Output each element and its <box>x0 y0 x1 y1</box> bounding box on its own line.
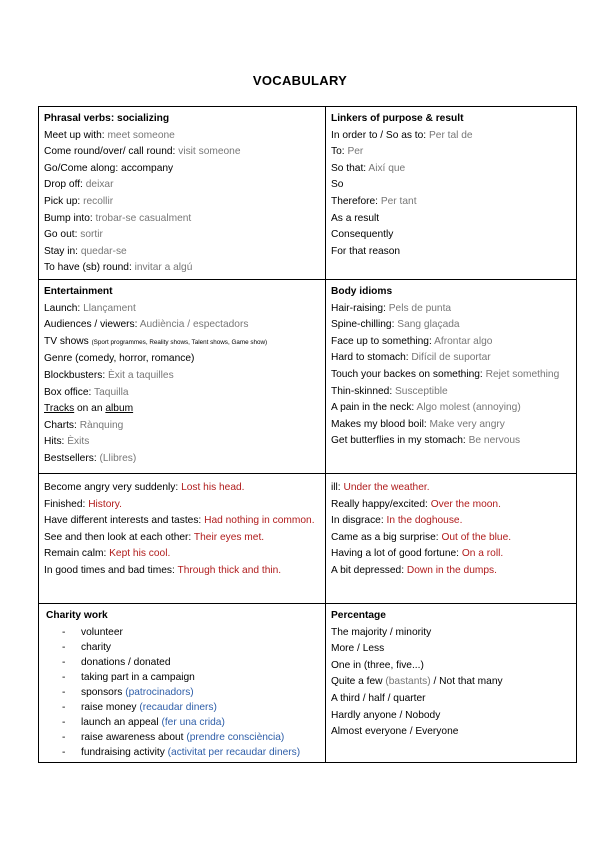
translation: Difícil de suportar <box>411 352 491 364</box>
term: Pick up: <box>44 195 81 207</box>
translation: Per tal de <box>428 129 473 141</box>
translation: Èxits <box>67 436 90 448</box>
term: Go out: <box>44 229 78 241</box>
term: Hair-raising: <box>331 302 386 314</box>
translation: Algo molest (annoying) <box>416 402 521 414</box>
vocab-item <box>331 317 571 334</box>
translation: sortir <box>80 229 103 241</box>
vocab-item: The majority / minority <box>331 626 432 638</box>
page-title: VOCABULARY <box>252 73 348 88</box>
translation: Make very angry <box>429 418 505 430</box>
term: To: <box>331 146 345 158</box>
vocab-item <box>44 211 320 228</box>
translation: Sang glaçada <box>397 319 460 331</box>
percentage-cell <box>326 603 577 762</box>
term: For that reason <box>331 245 401 257</box>
term: Launch: <box>44 302 81 314</box>
translation: Èxit a taquilles <box>108 369 174 381</box>
table-row <box>39 473 577 603</box>
term: donations / donated <box>81 656 171 668</box>
translation: Susceptible <box>395 385 448 397</box>
vocab-item <box>331 417 571 434</box>
list-item <box>62 745 320 760</box>
term: Finished: <box>44 498 86 510</box>
term: Quite a few <box>331 676 383 688</box>
translation: (bastants) <box>385 676 431 688</box>
term: raise money <box>81 701 137 713</box>
translation: accompany <box>121 162 174 174</box>
vocab-item <box>331 674 571 691</box>
vocab-item: More / Less <box>331 643 385 655</box>
term: Go/Come along: <box>44 162 119 174</box>
idiom: Under the weather. <box>343 481 430 493</box>
list-item <box>62 715 320 730</box>
list-item <box>62 685 320 700</box>
vocab-item <box>44 194 320 211</box>
term: Box office: <box>44 386 92 398</box>
translation: (Llibres) <box>99 452 137 464</box>
vocab-item <box>331 177 571 194</box>
vocab-item <box>44 563 320 580</box>
vocab-item <box>331 513 571 530</box>
vocab-item <box>331 128 571 145</box>
vocab-item <box>331 433 571 450</box>
term: ill: <box>331 481 341 493</box>
term: Have different interests and tastes: <box>44 515 202 527</box>
vocab-item <box>331 367 571 384</box>
vocab-item <box>44 144 320 161</box>
term: So that: <box>331 162 367 174</box>
idiom: In the doghouse. <box>386 515 463 527</box>
term: charity <box>81 641 112 653</box>
translation: Llançament <box>83 302 136 314</box>
term: Become angry very suddenly: <box>44 481 179 493</box>
term: In disgrace: <box>331 515 384 527</box>
charity-work-cell <box>39 603 326 762</box>
term: / Not that many <box>433 676 503 688</box>
vocab-item <box>44 418 320 435</box>
translation: meet someone <box>107 129 175 141</box>
vocab-item <box>44 351 320 368</box>
section-heading: Phrasal verbs: socializing <box>44 113 170 124</box>
term: raise awareness about <box>81 731 184 743</box>
translation: Audiència / espectadors <box>139 319 249 331</box>
term: Having a lot of good fortune: <box>331 548 459 560</box>
term: Hits: <box>44 436 65 448</box>
term: album <box>105 403 134 415</box>
idiom: Lost his head. <box>181 481 245 493</box>
list-item <box>62 640 320 655</box>
section-heading: Entertainment <box>44 285 113 297</box>
vocab-item <box>331 400 571 417</box>
vocab-item <box>44 260 320 277</box>
term: Remain calm: <box>44 548 107 560</box>
term: Touch your backes on something: <box>331 368 483 380</box>
table-row <box>39 107 577 280</box>
term: Tracks <box>44 403 75 415</box>
idiom: Down in the dumps. <box>406 564 497 576</box>
section-heading: Charity work <box>46 609 108 621</box>
vocab-item <box>331 227 571 244</box>
translation: Per <box>347 146 364 158</box>
term: Face up to something: <box>331 335 432 347</box>
translation: (recaudar diners) <box>139 701 217 713</box>
vocab-item <box>331 350 571 367</box>
vocab-item <box>44 177 320 194</box>
term: Bump into: <box>44 212 93 224</box>
vocab-item: Almost everyone / Everyone <box>331 726 459 738</box>
vocab-item <box>44 530 320 547</box>
term: A pain in the neck: <box>331 402 415 414</box>
term: Bestsellers: <box>44 452 97 464</box>
idiom: Kept his cool. <box>109 548 171 560</box>
idioms-left-cell <box>39 473 326 603</box>
term: In order to / So as to: <box>331 129 427 141</box>
translation: Rejet something <box>485 368 560 380</box>
idiom: Had nothing in common. <box>204 515 315 527</box>
term: So <box>331 179 344 191</box>
term: Really happy/excited: <box>331 498 428 510</box>
vocab-item <box>331 301 571 318</box>
vocab-item <box>44 128 320 145</box>
vocab-item <box>44 161 320 178</box>
vocab-item <box>44 368 320 385</box>
vocab-item <box>44 546 320 563</box>
term: As a result <box>331 212 380 224</box>
vocab-item <box>331 384 571 401</box>
term: A bit depressed: <box>331 564 405 576</box>
idiom: Their eyes met. <box>193 531 265 543</box>
term: Came as a big surprise: <box>331 531 439 543</box>
vocab-item <box>44 513 320 530</box>
table-row <box>39 603 577 762</box>
term: See and then look at each other: <box>44 531 192 543</box>
idiom: Through thick and thin. <box>177 564 282 576</box>
list-item <box>62 655 320 670</box>
term: Blockbusters: <box>44 369 106 381</box>
vocab-item <box>331 194 571 211</box>
term: Genre (comedy, horror, romance) <box>44 353 195 365</box>
entertainment-cell <box>39 279 326 473</box>
translation: Rànquing <box>79 419 124 431</box>
translation: (prendre consciència) <box>186 731 285 743</box>
term: Hard to stomach: <box>331 352 409 364</box>
idiom: Out of the blue. <box>441 531 512 543</box>
translation: Així que <box>368 162 406 174</box>
vocab-item <box>44 385 320 402</box>
term: Meet up with: <box>44 129 105 141</box>
translation: Afrontar algo <box>434 335 493 347</box>
idiom: History. <box>88 498 122 510</box>
connector: on an <box>74 403 106 415</box>
vocab-item <box>44 480 320 497</box>
term: volunteer <box>81 626 123 638</box>
table-row <box>39 279 577 473</box>
term: fundraising activity <box>81 746 165 758</box>
vocab-item <box>331 480 571 497</box>
vocab-item: A third / half / quarter <box>331 692 426 704</box>
vocab-item <box>331 334 571 351</box>
vocab-item <box>44 451 320 468</box>
list-item <box>62 670 320 685</box>
linkers-cell <box>326 107 577 280</box>
term: Audiences / viewers: <box>44 319 138 331</box>
translation: invitar a algú <box>134 262 193 274</box>
term: To have (sb) round: <box>44 262 132 274</box>
term: Come round/over/ call round: <box>44 146 176 158</box>
vocab-item <box>331 497 571 514</box>
term: sponsors <box>81 686 123 698</box>
term: In good times and bad times: <box>44 564 175 576</box>
term: Get butterflies in my stomach: <box>331 435 466 447</box>
idiom: On a roll. <box>461 548 504 560</box>
translation: Pels de punta <box>388 302 452 314</box>
idioms-right-cell <box>326 473 577 603</box>
phrasal-verbs-cell <box>39 107 326 280</box>
vocab-item <box>44 401 320 418</box>
translation: deixar <box>85 179 114 191</box>
vocab-item <box>44 301 320 318</box>
term: Therefore: <box>331 195 378 207</box>
section-heading: Body idioms <box>331 285 393 297</box>
vocab-item <box>44 497 320 514</box>
note: (Sport programmes, Reality shows, Talent shows, Game show) <box>91 338 268 346</box>
term: Stay in: <box>44 245 78 257</box>
term: Makes my blood boil: <box>331 418 427 430</box>
vocab-item <box>331 211 571 228</box>
list-item <box>62 730 320 745</box>
vocab-item <box>331 144 571 161</box>
translation: trobar-se casualment <box>95 212 192 224</box>
vocab-item <box>331 161 571 178</box>
translation: (patrocinadors) <box>125 686 194 698</box>
list-item <box>62 625 320 640</box>
vocab-item <box>331 563 571 580</box>
translation: quedar-se <box>80 245 127 257</box>
vocab-item <box>44 334 320 352</box>
term: Spine-chilling: <box>331 319 395 331</box>
term: Drop off: <box>44 179 83 191</box>
term: taking part in a campaign <box>81 671 195 683</box>
charity-list <box>44 625 320 760</box>
term: launch an appeal <box>81 716 159 728</box>
vocab-item: One in (three, five...) <box>331 659 424 671</box>
translation: recollir <box>83 195 114 207</box>
term: Charts: <box>44 419 77 431</box>
translation: Taquilla <box>94 386 129 398</box>
body-idioms-cell <box>326 279 577 473</box>
vocab-item <box>44 227 320 244</box>
vocab-item <box>44 317 320 334</box>
term: Consequently <box>331 229 394 241</box>
vocab-item <box>331 546 571 563</box>
section-heading: Linkers of purpose & result <box>331 113 464 124</box>
idiom: Over the moon. <box>430 498 501 510</box>
vocab-item <box>331 244 571 261</box>
section-heading: Percentage <box>331 609 386 621</box>
translation: (activitat per recaudar diners) <box>167 746 301 758</box>
term: TV shows <box>44 335 89 347</box>
list-item <box>62 700 320 715</box>
translation: Be nervous <box>468 435 521 447</box>
vocab-item <box>44 434 320 451</box>
vocabulary-table <box>38 106 577 763</box>
vocab-item <box>44 244 320 261</box>
vocab-item: Hardly anyone / Nobody <box>331 709 441 721</box>
term: Thin-skinned: <box>331 385 393 397</box>
translation: (fer una crida) <box>161 716 225 728</box>
translation: visit someone <box>178 146 241 158</box>
translation: Per tant <box>380 195 417 207</box>
vocab-item <box>331 530 571 547</box>
